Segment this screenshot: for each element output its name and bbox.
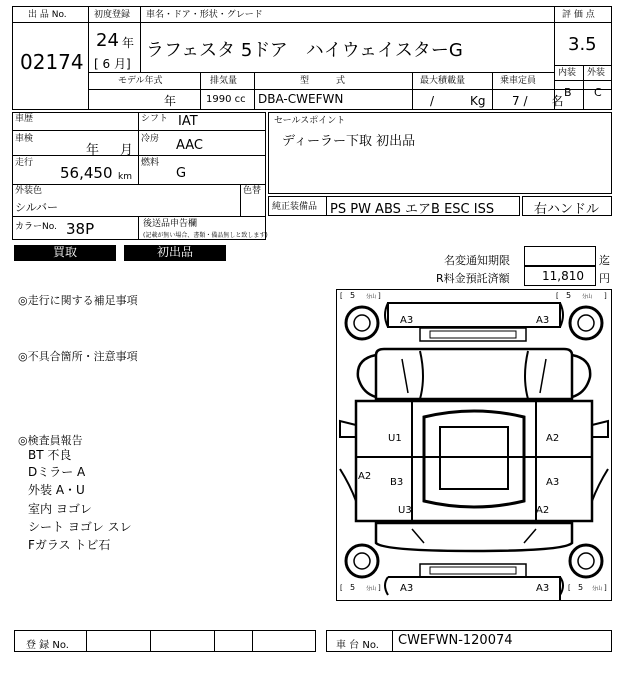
interior-grade: B bbox=[564, 86, 572, 99]
fuel-value: G bbox=[176, 166, 187, 181]
svg-text:]: ] bbox=[378, 584, 381, 592]
svg-text:]: ] bbox=[604, 584, 607, 592]
inspection-year: 年 bbox=[86, 143, 100, 158]
first-reg-year-unit: 年 bbox=[122, 36, 135, 50]
recycle-unit: 円 bbox=[599, 272, 610, 285]
svg-text:]: ] bbox=[378, 292, 381, 300]
mark-right-front-door: A2 bbox=[546, 433, 560, 444]
fuel-label: 燃料 bbox=[141, 158, 160, 168]
displacement-label: 排気量 bbox=[210, 76, 238, 86]
displacement: 1990 cc bbox=[206, 94, 246, 105]
score-label: 評 価 点 bbox=[562, 10, 595, 20]
car-name: ラフェスタ 5ドア ハイウェイスターG bbox=[146, 40, 463, 61]
capacity-label: 乗車定員 bbox=[500, 76, 537, 86]
tire-rl: [ bbox=[340, 584, 343, 592]
tire-fl: [ bbox=[340, 292, 343, 300]
max-load: / Kg bbox=[430, 94, 486, 108]
inspector-line-5: シート ヨゴレ スレ bbox=[28, 520, 132, 534]
tire-rl-value: 5 bbox=[350, 583, 356, 592]
mileage-value: 56,450 bbox=[60, 164, 113, 182]
chassis-value: CWEFWN-120074 bbox=[398, 633, 513, 648]
equipment-value: PS PW ABS エアB ESC ISS bbox=[330, 202, 495, 217]
post-report-label: 後送品申告欄 bbox=[143, 219, 198, 229]
recycle-label: R料金預託済額 bbox=[436, 272, 510, 285]
first-reg-month: [ 6 月] bbox=[94, 57, 131, 71]
history-label: 車歴 bbox=[15, 114, 34, 124]
model-year-label: モデル年式 bbox=[118, 76, 163, 86]
first-reg-year: 24 bbox=[96, 30, 119, 51]
ac-label: 冷房 bbox=[141, 134, 160, 144]
defects-title: ◎不具合箇所・注意事項 bbox=[18, 350, 138, 363]
mileage-label: 走行 bbox=[15, 158, 34, 168]
tire-rl-unit: 分山 bbox=[366, 586, 377, 592]
driving-remarks-title: ◎走行に関する補足事項 bbox=[18, 294, 138, 307]
score: 3.5 bbox=[568, 34, 597, 55]
tire-rr: [ bbox=[568, 584, 571, 592]
reg-no-label: 登 録 No. bbox=[26, 640, 69, 651]
tire-fr-unit: 分山 bbox=[582, 294, 593, 300]
car-name-label: 車名・ドア・形状・グレード bbox=[146, 10, 263, 20]
name-change-label: 名変通知期限 bbox=[444, 254, 510, 267]
mark-left-side: A2 bbox=[358, 471, 372, 482]
inspector-line-1: BT 不良 bbox=[28, 448, 72, 462]
tire-rr-value: 5 bbox=[578, 583, 584, 592]
tire-fl-value: 5 bbox=[350, 291, 356, 300]
color-no-value: 38P bbox=[66, 220, 95, 238]
svg-text:]: ] bbox=[604, 292, 607, 300]
sales-point-value: ディーラー下取 初出品 bbox=[282, 134, 416, 149]
mark-front-bumper-right: A3 bbox=[536, 315, 550, 326]
exterior-grade: C bbox=[594, 86, 602, 99]
recycle-value: 11,810 bbox=[542, 269, 584, 283]
color-no-label: カラーNo. bbox=[15, 222, 57, 232]
sales-point-label: セールスポイント bbox=[274, 116, 346, 126]
equipment-label: 純正装備品 bbox=[272, 202, 318, 212]
tire-fr: [ bbox=[556, 292, 559, 300]
mark-right-rear-quarter: A2 bbox=[536, 505, 550, 516]
buy-tag: 買取 bbox=[14, 245, 116, 261]
steering-value: 右ハンドル bbox=[534, 202, 600, 217]
color-value: シルバー bbox=[15, 201, 58, 214]
mark-left-rear-quarter: U3 bbox=[398, 505, 412, 516]
model-year-value: 年 bbox=[164, 94, 177, 108]
inspection-month: 月 bbox=[120, 143, 134, 158]
first-listing-tag: 初出品 bbox=[124, 245, 226, 261]
tire-fr-value: 5 bbox=[566, 291, 572, 300]
tire-fl-unit: 分山 bbox=[366, 294, 377, 300]
listing-no-label: 出 品 No. bbox=[28, 10, 67, 20]
shift-value: IAT bbox=[178, 114, 198, 129]
first-reg-label: 初度登録 bbox=[94, 10, 131, 20]
capacity: 7 / 名 bbox=[512, 94, 564, 108]
inspector-title: ◎検査員報告 bbox=[18, 434, 83, 447]
specs-frame bbox=[12, 112, 266, 240]
chassis-label: 車 台 No. bbox=[336, 640, 379, 651]
inspector-line-4: 室内 ヨゴレ bbox=[28, 502, 92, 516]
mark-left-front-door: U1 bbox=[388, 433, 402, 444]
mark-rear-bumper-right: A3 bbox=[536, 583, 550, 594]
mileage-unit: km bbox=[118, 172, 132, 182]
name-change-box bbox=[524, 246, 596, 266]
interior-label: 内装 bbox=[558, 68, 577, 78]
listing-no: 02174 bbox=[20, 50, 84, 74]
mark-rear-bumper-left: A3 bbox=[400, 583, 414, 594]
ac-value: AAC bbox=[176, 138, 203, 153]
exterior-label: 外装 bbox=[587, 68, 606, 78]
inspector-line-6: Fガラス トビ石 bbox=[28, 538, 111, 552]
name-change-unit: 迄 bbox=[599, 254, 610, 267]
post-report-note: (記載が無い場合、書類・備品無しと致します) bbox=[143, 232, 268, 239]
type-label: 型 式 bbox=[300, 76, 346, 86]
mark-right-rear-door: A3 bbox=[546, 477, 560, 488]
color-change-label: 色替 bbox=[243, 186, 262, 196]
inspection-label: 車検 bbox=[15, 134, 34, 144]
tire-rr-unit: 分山 bbox=[592, 586, 603, 592]
shift-label: シフト bbox=[141, 114, 169, 124]
type-value: DBA-CWEFWN bbox=[258, 92, 344, 106]
car-damage-diagram bbox=[336, 289, 612, 601]
inspector-line-2: Dミラー A bbox=[28, 465, 86, 479]
mark-front-bumper-left: A3 bbox=[400, 315, 414, 326]
max-load-label: 最大積載量 bbox=[420, 76, 466, 86]
inspector-line-3: 外装 A・U bbox=[28, 483, 85, 497]
mark-left-rear-door: B3 bbox=[390, 477, 404, 488]
color-label: 外装色 bbox=[15, 186, 43, 196]
